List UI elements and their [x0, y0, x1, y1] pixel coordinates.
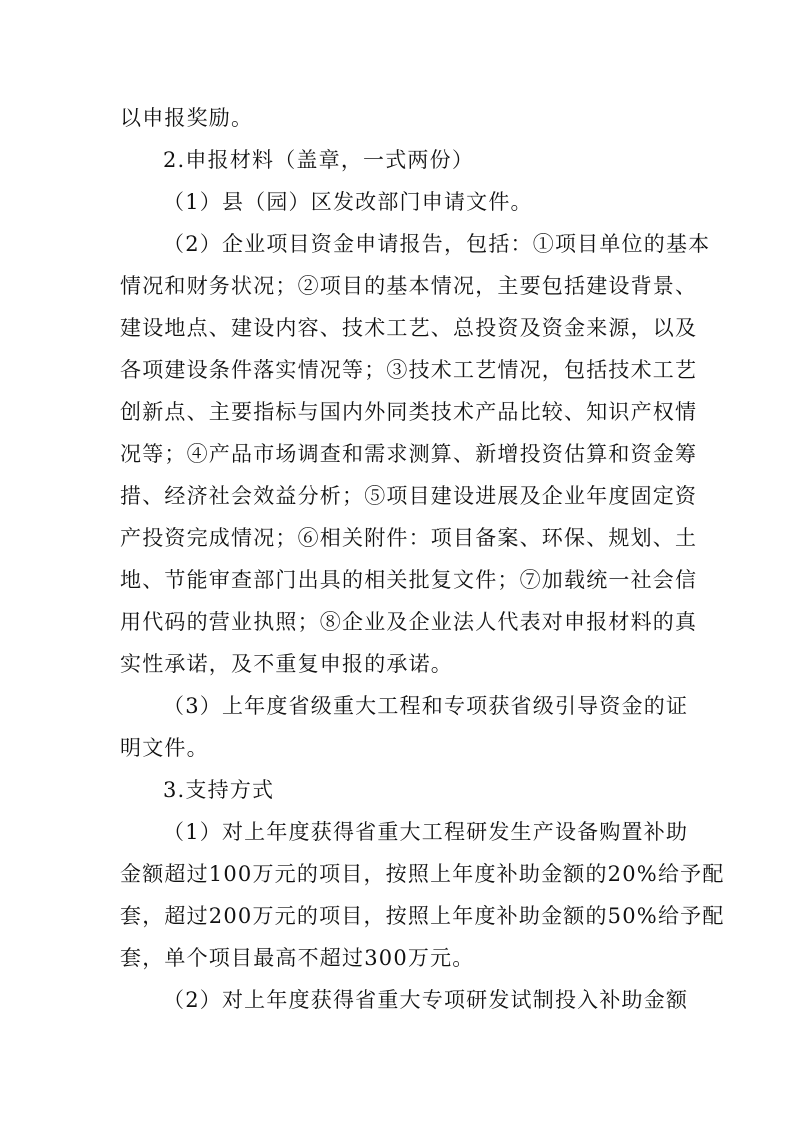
text-line: 建设地点、建设内容、技术工艺、总投资及资金来源，以及: [120, 316, 698, 340]
text-line: （2）企业项目资金申请报告，包括：①项目单位的基本: [163, 232, 711, 256]
text-line: （1）对上年度获得省重大工程研发生产设备购置补助: [163, 820, 689, 844]
text-line: 套，单个项目最高不超过300万元。: [120, 946, 475, 970]
text-line: 实性承诺，及不重复申报的承诺。: [120, 652, 453, 676]
section-heading: 2.申报材料（盖章，一式两份）: [163, 148, 475, 172]
text-line: 创新点、主要指标与国内外同类技术产品比较、知识产权情: [120, 400, 698, 424]
text-line: 明文件。: [120, 736, 209, 760]
text-line: 各项建设条件落实情况等；③技术工艺情况，包括技术工艺: [120, 358, 698, 382]
text-line: （1）县（园）区发改部门申请文件。: [163, 190, 533, 214]
text-line: 套，超过200万元的项目，按照上年度补助金额的50%给予配: [120, 904, 725, 928]
text-line: 金额超过100万元的项目，按照上年度补助金额的20%给予配: [120, 862, 725, 886]
text-line: （3）上年度省级重大工程和专项获省级引导资金的证: [163, 694, 689, 718]
text-line: 措、经济社会效益分析；⑤项目建设进展及企业年度固定资: [120, 484, 698, 508]
text-line: 用代码的营业执照；⑧企业及企业法人代表对申报材料的真: [120, 610, 698, 634]
text-line: 情况和财务状况；②项目的基本情况，主要包括建设背景、: [120, 274, 698, 298]
text-line: 地、节能审查部门出具的相关批复文件；⑦加载统一社会信: [120, 568, 698, 592]
text-line: 况等；④产品市场调查和需求测算、新增投资估算和资金筹: [120, 442, 698, 466]
text-line: 产投资完成情况；⑥相关附件：项目备案、环保、规划、土: [120, 526, 698, 550]
text-line: 以申报奖励。: [120, 106, 254, 130]
text-line: （2）对上年度获得省重大专项研发试制投入补助金额: [163, 988, 689, 1012]
section-heading: 3.支持方式: [163, 778, 275, 802]
